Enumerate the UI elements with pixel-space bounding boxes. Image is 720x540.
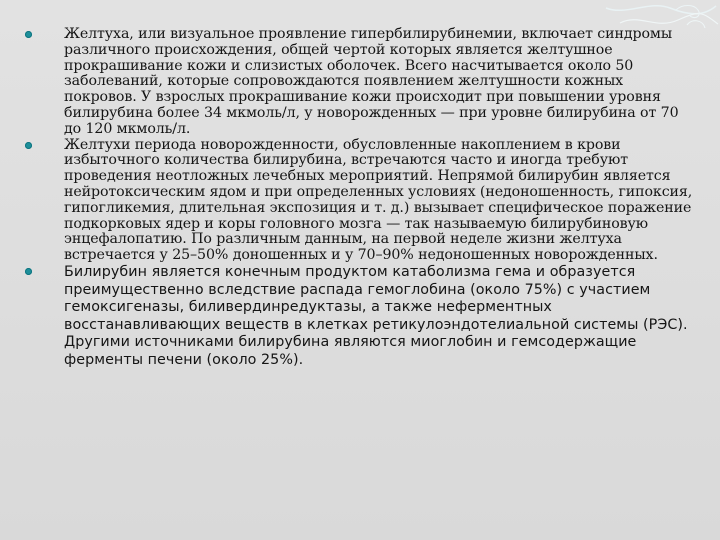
bullet-text-1: Желтуха, или визуальное проявление гипербилирубинемии, включает синдромы различного происхождения, общей чертой которых является желтушное прокрашивание кожи и слизистых оболочек. Всего насчитывается около 50 заболеваний, которые сопровождаются появлением желтушности кожных покровов. У взрослых прокрашивание кожи происходит при повышении уровня билирубина более 34 мкмоль/л, у новорожденных — при уровне билирубина от 70 до 120 мкмоль/л. [64, 26, 679, 137]
bullet-list [38, 27, 694, 370]
bullet-text-3: Билирубин является конечным продуктом катаболизма гема и образуется преимущественно вследствие распада гемоглобина (около 75%) с участием гемоксигеназы, биливердинредуктазы, а также неферментных восстанавливающих веществ в клетках ретикулоэндотелиальной системы (РЭС). Другими источниками билирубина являются миоглобин и гемсодержащие ферменты печени (около 25%). [64, 263, 688, 368]
bullet-item-3 [38, 264, 694, 370]
bullet-dot-icon [25, 268, 32, 275]
bullet-item-2 [38, 138, 694, 264]
bullet-dot-icon [25, 142, 32, 149]
bullet-item-1 [38, 27, 694, 138]
bullet-text-2: Желтухи периода новорожденности, обусловленные накоплением в крови избыточного количества билирубина, встречаются часто и иногда требуют проведения неотложных лечебных мероприятий. Непрямой билирубин является нейротоксическим ядом и при определенных условиях (недоношенность, гипоксия, гипогликемия, длительная экспозиция и т. д.) вызывает специфическое поражение подкорковых ядер и коры головного мозга — так называемую билирубиновую энцефалопатию. По различным данным, на первой неделе жизни желтуха встречается у 25–50% доношенных и у 70–90% недоношенных новорожденных. [64, 136, 693, 264]
bullet-dot-icon [25, 31, 32, 38]
